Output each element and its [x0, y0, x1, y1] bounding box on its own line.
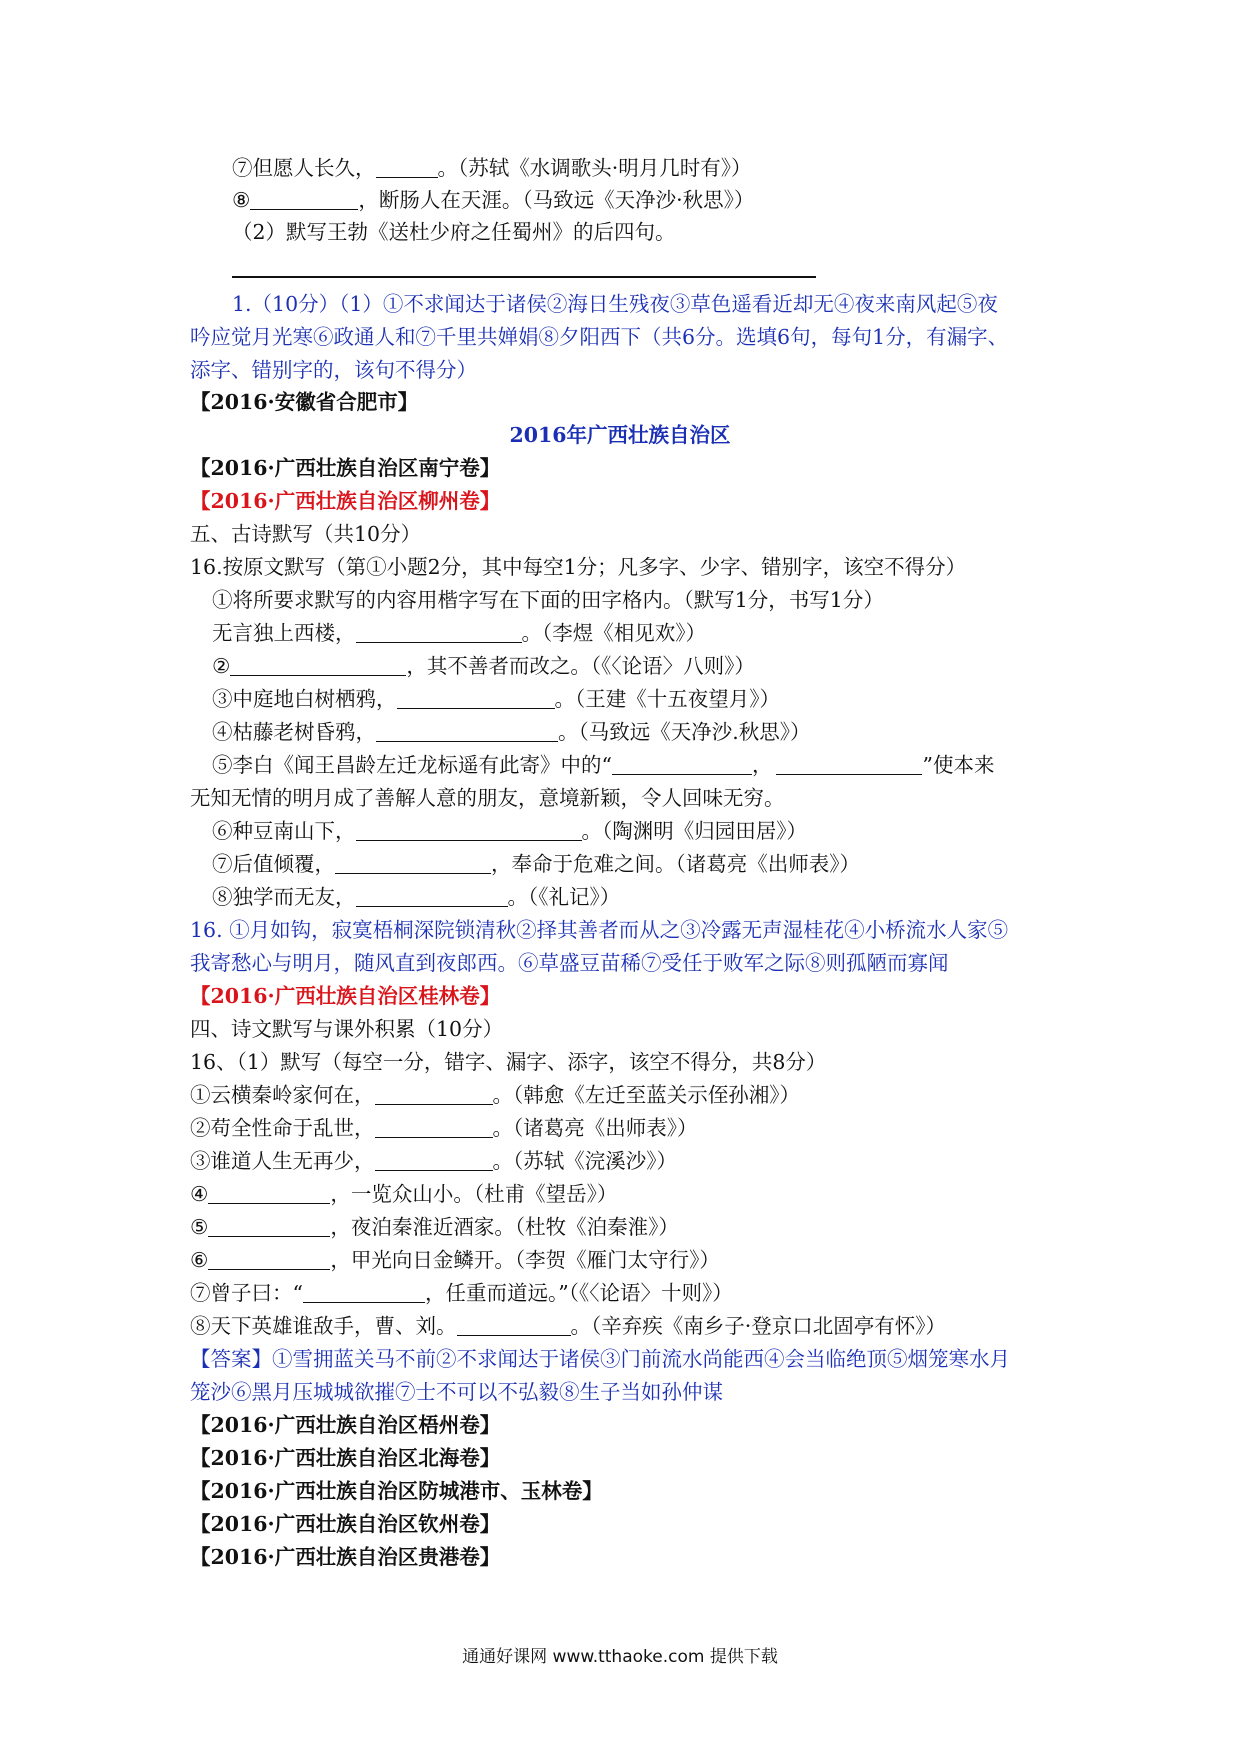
- question-line: ⑧ ，断肠人在天涯。（马致远《天净沙·秋思》）: [232, 188, 755, 212]
- question-line: ②苟全性命于乱世， 。（诸葛亮《出师表》）: [190, 1116, 698, 1140]
- answer-line: 【答案】①雪拥蓝关马不前②不求闻达于诸侯③门前流水尚能西④会当临绝顶⑤烟笼寒水月: [190, 1347, 1010, 1371]
- section-heading: 【2016·广西壮族自治区南宁卷】: [190, 456, 501, 480]
- answer-blank: [397, 688, 555, 709]
- question-line: ⑤李白《闻王昌龄左迁龙标遥有此寄》中的“ ， ”使本来: [212, 753, 995, 777]
- question-line: ③谁道人生无再少， 。（苏轼《浣溪沙》）: [190, 1149, 677, 1173]
- answer-blank: [208, 1183, 330, 1204]
- part-heading: 五、古诗默写（共10分）: [190, 522, 422, 546]
- answer-line: 我寄愁心与明月，随风直到夜郎西。⑥草盛豆苗稀⑦受任于败军之际⑧则孤陋而寡闻: [190, 951, 949, 975]
- question-line: ①云横秦岭家何在， 。（韩愈《左迁至蓝关示侄孙湘》）: [190, 1083, 800, 1107]
- section-heading: 【2016·广西壮族自治区北海卷】: [190, 1446, 501, 1470]
- region-title: 2016年广西壮族自治区: [509, 423, 731, 447]
- answer-blank: [356, 886, 508, 907]
- question-line: ② ，其不善者而改之。（《〈论语〉八则》）: [212, 654, 755, 678]
- question-line: ⑤ ，夜泊秦淮近酒家。（杜牧《泊秦淮》）: [190, 1215, 679, 1239]
- answer-blank: [208, 1216, 330, 1237]
- question-line: ④枯藤老树昏鸦， 。（马致远《天净沙.秋思》）: [212, 720, 811, 744]
- answer-blank: [375, 1150, 493, 1171]
- part-heading: 四、诗文默写与课外积累（10分）: [190, 1017, 504, 1041]
- answer-tag: 【答案】: [190, 1347, 272, 1371]
- question-line: ③中庭地白树栖鸦， 。（王建《十五夜望月》）: [212, 687, 780, 711]
- section-heading: 【2016·广西壮族自治区梧州卷】: [190, 1413, 501, 1437]
- answer-line: 笼沙⑥黑月压城城欲摧⑦士不可以不弘毅⑧生子当如孙仲谋: [190, 1380, 723, 1404]
- section-heading: 【2016·广西壮族自治区贵港卷】: [190, 1545, 501, 1569]
- answer-blank: [356, 622, 522, 643]
- question-line: ⑥种豆南山下， 。（陶渊明《归园田居》）: [212, 819, 807, 843]
- answer-blank: [335, 853, 491, 874]
- question-line: ⑦曾子曰：“ ，任重而道远。”（《〈论语〉十则》）: [190, 1281, 733, 1305]
- section-heading: 【2016·广西壮族自治区桂林卷】: [190, 984, 501, 1008]
- question-line: ⑥ ，甲光向日金鳞开。（李贺《雁门太守行》）: [190, 1248, 720, 1272]
- question-line: ⑦后值倾覆， ，奉命于危难之间。（诸葛亮《出师表》）: [212, 852, 860, 876]
- question-line: 16、（1）默写（每空一分，错字、漏字、添字，该空不得分，共8分）: [190, 1050, 827, 1074]
- answer-line: 添字、错别字的，该句不得分）: [190, 358, 477, 382]
- question-line: 无言独上西楼， 。（李煜《相见欢》）: [212, 621, 706, 645]
- answer-blank: [208, 1249, 330, 1270]
- answer-blank: [375, 1117, 493, 1138]
- answer-blank: [612, 754, 752, 775]
- question-line: ①将所要求默写的内容用楷字写在下面的田字格内。（默写1分，书写1分）: [212, 588, 884, 612]
- answer-blank: [303, 1282, 425, 1303]
- question-line: （2）默写王勃《送杜少府之任蜀州》的后四句。: [232, 220, 676, 244]
- section-heading: 【2016·广西壮族自治区钦州卷】: [190, 1512, 501, 1536]
- answer-blank: [250, 189, 358, 210]
- answer-line: 吟应觉月光寒⑥政通人和⑦千里共婵娟⑧夕阳西下（共6分。选填6句，每句1分，有漏字、: [190, 325, 1009, 349]
- answer-blank: [376, 157, 438, 178]
- answer-line: 1.（10分）（1）①不求闻达于诸侯②海日生残夜③草色遥看近却无④夜来南风起⑤夜: [232, 292, 998, 316]
- answer-blank: [375, 1084, 493, 1105]
- answer-blank: [230, 655, 406, 676]
- answer-blank: [356, 820, 582, 841]
- question-line: ⑧天下英雄谁敌手，曹、刘。 。（辛弃疾《南乡子·登京口北固亭有怀》）: [190, 1314, 947, 1338]
- answer-blank: [457, 1315, 571, 1336]
- answer-blank: [376, 721, 558, 742]
- question-line: ⑦但愿人长久， 。（苏轼《水调歌头·明月几时有》）: [232, 156, 752, 180]
- question-line: 无知无情的明月成了善解人意的朋友，意境新颖，令人回味无穷。: [190, 786, 785, 810]
- section-heading: 【2016·广西壮族自治区防城港市、玉林卷】: [190, 1479, 603, 1503]
- page-footer: 通通好课网 www.tthaoke.com 提供下载: [462, 1647, 778, 1667]
- answer-blank-long: [232, 276, 816, 278]
- answer-line: 16. ①月如钩，寂寞梧桐深院锁清秋②择其善者而从之③冷露无声湿桂花④小桥流水人家⑤: [190, 918, 1009, 942]
- section-heading: 【2016·广西壮族自治区柳州卷】: [190, 489, 501, 513]
- question-line: ④ ，一览众山小。（杜甫《望岳》）: [190, 1182, 618, 1206]
- question-line: ⑧独学而无友， 。（《礼记》）: [212, 885, 621, 909]
- answer-blank: [776, 754, 922, 775]
- question-line: 16.按原文默写（第①小题2分，其中每空1分；凡多字、少字、错别字，该空不得分）: [190, 555, 967, 579]
- section-heading: 【2016·安徽省合肥市】: [190, 390, 419, 414]
